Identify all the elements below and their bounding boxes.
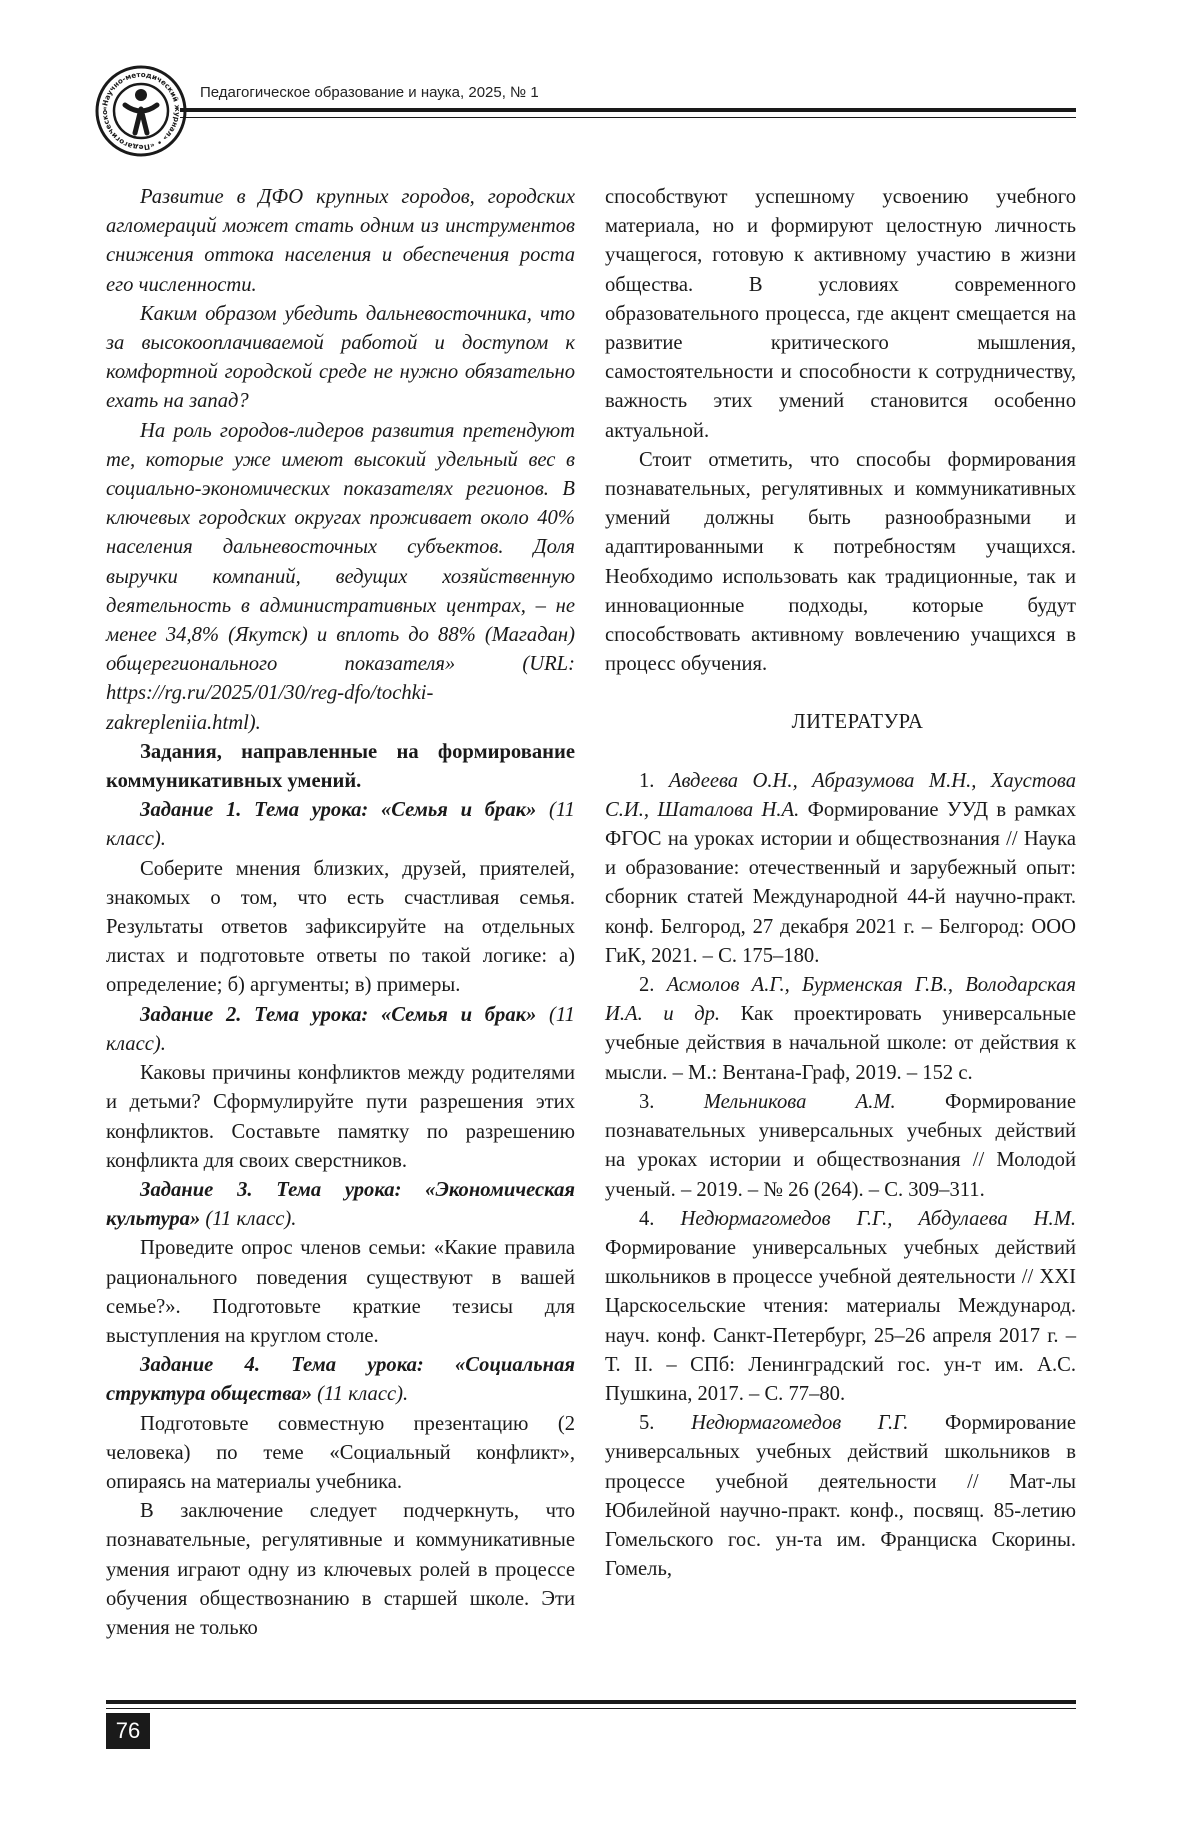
task-grade: (11 класс). [106,799,575,851]
task-title: Задание 3. Тема урока: «Экономическая культура» [106,1178,575,1231]
page-number: 76 [106,1713,150,1749]
task-heading [106,1176,575,1234]
svg-text:«Научно-методический журнал» •: «Научно-методический журнал» • «Педагогическо [99,69,183,153]
reference-item [605,1409,1076,1584]
reference-number: 5. [639,1412,692,1435]
reference-number: 2. [639,974,667,997]
paragraph: На роль городов-лидеров развития претендуют те, которые уже имеют высокий удельный вес в социально-экономических показателях регионов. В ключевых городских округах проживает около 40% населения дальневосточных субъектов. Доля выручки компаний, ведущих хозяйственную деятельность в административных центрах, – не менее 34,8% (Якутск) и вплоть до 88% (Магадан) общерегионального показателя» (URL: https://rg.ru/2025/01/30/reg-dfo/tochki-zakrepleniia.html). [106,419,575,734]
references-heading: ЛИТЕРАТУРА [791,711,924,734]
footer-rule [106,1700,1076,1709]
reference-item [605,1088,1076,1205]
reference-details: Формирование познавательных универсальных учебных действий на уроках истории и обществознания // Молодой ученый. – 2019. – № 26 (264). – С. 309–311. [605,1090,1077,1201]
reference-details: Формирование универсальных учебных действий школьников в процессе учебной деятельности // Мат-лы Юбилейной научно-практ. конф., посвящ. 85-летию Гомельского гос. ун-та им. Франциска Скорины. Гомель, [605,1412,1077,1581]
reference-authors: Авдеева О.Н., Абразумова М.Н., Хаустова С.И., Шаталова Н.А. [605,769,1076,821]
reference-item [605,971,1076,1088]
reference-details: Формирование УУД в рамках ФГОС на уроках истории и обществознания // Наука и образование: отечественный и зарубежный опыт: сборник статей Международной 44-й научно-практ. конф. Белгород, 27 декабря 2021 г. – Белгород: ООО ГиК, 2021. – С. 175–180. [605,798,1076,967]
task-title: Задание 4. Тема урока: «Социальная структура общества» [106,1354,575,1406]
task-title: Задание 1. Тема урока: «Семья и брак» [140,799,537,822]
reference-authors: Недюрмагомедов Г.Г. [691,1412,909,1435]
reference-authors: Недюрмагомедов Г.Г., Абдулаева Н.М. [680,1207,1076,1230]
task-text: Соберите мнения близких, друзей, приятелей, знакомых о том, что есть счастливая семья. Результаты ответов зафиксируйте на отдельных листах и подготовьте ответы по такой логике: а) определение; б) аргументы; в) примеры. [106,857,575,997]
paragraph: Каким образом убедить дальневосточника, что за высокооплачиваемой работой и доступом к комфортной городской среде не нужно обязательно ехать на запад? [106,302,575,413]
journal-title: Педагогическое образование и наука, 2025, № 1 [200,84,539,101]
task-heading [106,1351,575,1409]
reference-item [605,767,1076,971]
header-rule [180,108,1076,118]
right-column [605,183,1076,1584]
task-heading [106,796,575,854]
reference-number: 3. [639,1090,704,1113]
task-text: Подготовьте совместную презентацию (2 человека) по теме «Социальный конфликт», опираясь на материалы учебника. [106,1412,575,1493]
reference-number: 1. [639,769,669,792]
reference-number: 4. [639,1207,681,1230]
section-heading: Задания, направленные на формирование коммуникативных умений. [106,740,575,793]
reference-details: Как проектировать универсальные учебные действия в начальной школе: от действия к мысли. – М.: Вентана-Граф, 2019. – 152 с. [605,1003,1076,1084]
task-grade: (11 класс). [312,1383,409,1406]
task-grade: (11 класс). [200,1208,297,1231]
journal-logo [95,65,187,157]
task-title: Задание 2. Тема урока: «Семья и брак» [140,1003,537,1026]
paragraph: способствуют успешному усвоению учебного материала, но и формируют целостную личность учащегося, готовую к активному участию в жизни общества. В условиях современного образовательного процесса, где акцент смещается на развитие критического мышления, самостоятельности и способности к сотрудничеству, важность этих умений становится особенно актуальной. [605,186,1076,442]
task-text: Каковы причины конфликтов между родителями и детьми? Сформулируйте пути разрешения этих конфликтов. Составьте памятку по разрешению конфликта для своих сверстников. [106,1062,575,1172]
reference-details: Формирование универсальных учебных действий школьников в процессе учебной деятельности // XXI Царскосельские чтения: материалы Международ. науч. конф. Санкт-Петербург, 25–26 апреля 2017 г. – Т. II. – СПб: Ленинградский гос. ун-т им. А.С. Пушкина, 2017. – С. 77–80. [605,1236,1076,1405]
paragraph: В заключение следует подчеркнуть, что познавательные, регулятивные и коммуникативные умения играют одну из ключевых ролей в процессе обучения обществознанию в старшей школе. Эти умения не только [106,1500,575,1639]
reference-authors: Асмолов А.Г., Бурменская Г.В., Володарская И.А. и др. [605,974,1076,1026]
task-heading [106,1001,575,1059]
task-grade: (11 класс). [106,1003,575,1055]
task-text: Проведите опрос членов семьи: «Какие правила рационального поведения существуют в вашей семье?». Подготовьте краткие тезисы для выступления на круглом столе. [106,1237,575,1347]
left-column [106,183,575,1643]
reference-item [605,1205,1076,1409]
paragraph: Развитие в ДФО крупных городов, городских агломераций может стать одним из инструментов снижения оттока населения и обеспечения роста его численности. [106,186,575,296]
paragraph: Стоит отметить, что способы формирования познавательных, регулятивных и коммуникативных умений должны быть разнообразными и адаптированными к потребностям учащихся. Необходимо использовать как традиционные, так и инновационные подходы, которые будут способствовать активному вовлечению учащихся в процесс обучения. [605,448,1076,676]
reference-authors: Мельникова А.М. [703,1090,896,1113]
